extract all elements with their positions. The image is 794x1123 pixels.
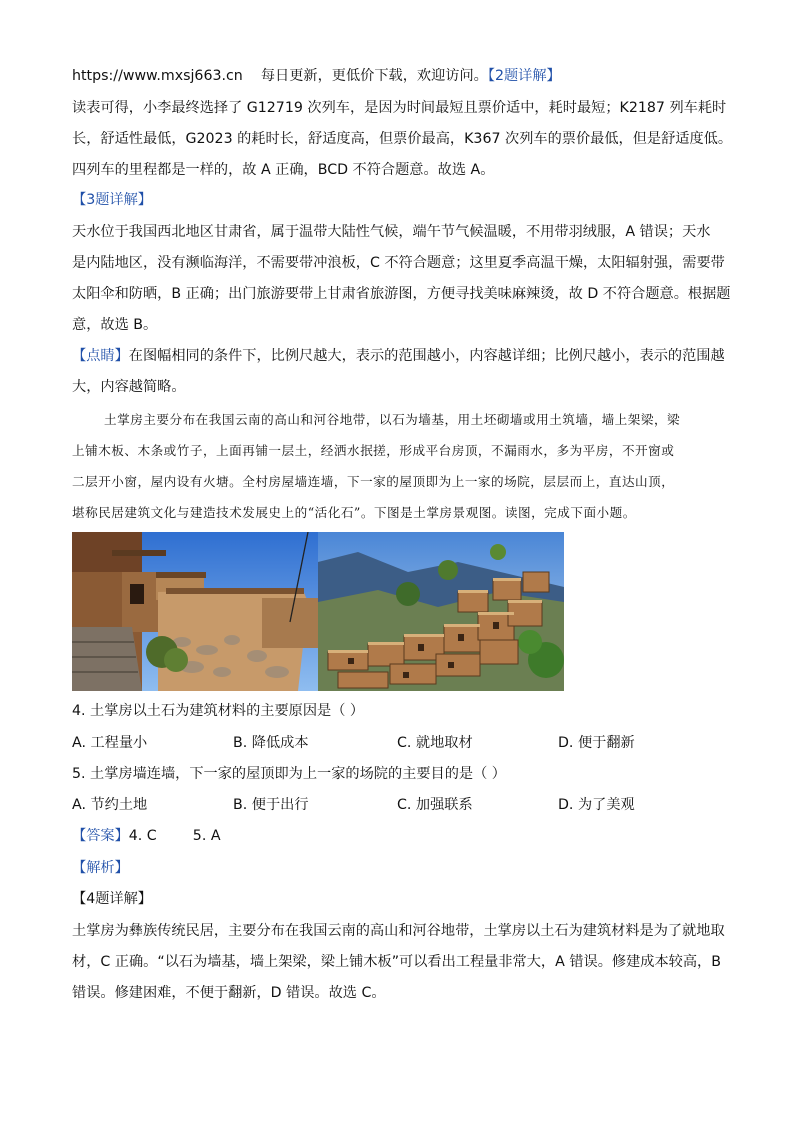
q3-explain-line: 太阳伞和防晒，B 正确；出门旅游要带上甘肃省旅游图，方便寻找美味麻辣烫，故 D 不符合题意。根据题: [72, 286, 731, 302]
passage-line: 上铺木板、木条或竹子，上面再铺一层土，经洒水抿搓，形成平台房顶，不漏雨水，多为平房，不开窗或: [72, 443, 675, 458]
q4-stem: 4. 土掌房以土石为建筑材料的主要原因是（ ）: [72, 703, 365, 719]
q5-option-b: B. 便于出行: [233, 797, 309, 813]
q4-option-c: C. 就地取材: [397, 735, 473, 751]
tip-text: 在图幅相同的条件下，比例尺越大，表示的范围越小，内容越详细；比例尺越小，表示的范围越: [128, 348, 725, 364]
q4-detail-tag: 【4题详解】: [72, 891, 152, 907]
answer-text: 4. C 5. A: [128, 828, 221, 844]
q4-explain-line: 材，C 正确。“以石为墙基，墙上架梁，梁上铺木板”可以看出工程量非常大，A 错误。修建成本较高，B: [72, 954, 721, 970]
q3-explain-line: 天水位于我国西北地区甘肃省，属于温带大陆性气候，端午节气候温暖，不用带羽绒服，A 错误；天水: [72, 224, 711, 240]
q5-option-a: A. 节约土地: [72, 797, 148, 813]
tip-line: [72, 346, 725, 366]
q4-option-b: B. 降低成本: [233, 735, 309, 751]
q3-explain-line: 是内陆地区，没有濒临海洋，不需要带冲浪板，C 不符合题意；这里夏季高温干燥，太阳辐射强，需要带: [72, 255, 725, 271]
q5-stem: 5. 土掌房墙连墙，下一家的屋顶即为上一家的场院的主要目的是（ ）: [72, 766, 506, 782]
q3-explain-line: 意，故选 B。: [72, 317, 158, 333]
q4-option-d: D. 便于翻新: [558, 735, 635, 751]
tuzhangfang-village-photo: [318, 532, 564, 691]
passage-line: 土掌房主要分布在我国云南的高山和河谷地带，以石为墙基，用土坯砌墙或用土筑墙，墙上架梁，梁: [104, 412, 681, 427]
passage-line: 二层开小窗，屋内设有火塘。全村房屋墙连墙，下一家的屋顶即为上一家的场院，层层而上，直达山顶，: [72, 474, 675, 489]
q4-option-a: A. 工程量小: [72, 735, 148, 751]
passage-line: 堪称民居建筑文化与建造技术发展史上的“活化石”。下图是土掌房景观图。读图，完成下面小题。: [72, 505, 636, 520]
q5-option-c: C. 加强联系: [397, 797, 473, 813]
q4-explain-line: 错误。修建困难，不便于翻新，D 错误。故选 C。: [72, 985, 386, 1001]
site-url[interactable]: https://www.mxsj663.cn: [72, 68, 243, 84]
q2-explain-line: 四列车的里程都是一样的，故 A 正确，BCD 不符合题意。故选 A。: [72, 162, 495, 178]
q4-explain-line: 土掌房为彝族传统民居，主要分布在我国云南的高山和河谷地带，土掌房以土石为建筑材料是为了就地取: [72, 923, 725, 939]
q5-option-d: D. 为了美观: [558, 797, 635, 813]
q2-detail-tag: 【2题详解】: [487, 68, 561, 84]
tuzhangfang-closeup-photo: [72, 532, 318, 691]
tip-tag: 【点睛】: [72, 348, 129, 364]
analysis-tag: 【解析】: [72, 860, 129, 876]
tip-line: 大，内容越简略。: [72, 379, 186, 395]
header-line: [72, 66, 561, 86]
answer-line: [72, 826, 221, 846]
q2-explain-line: 读表可得，小李最终选择了 G12719 次列车，是因为时间最短且票价适中，耗时最短；K2187 列车耗时: [72, 100, 727, 116]
site-slogan: 每日更新，更低价下载，欢迎访问。: [260, 68, 488, 84]
q3-detail-tag: 【3题详解】: [72, 192, 152, 208]
q2-explain-line: 长，舒适性最低，G2023 的耗时长，舒适度高，但票价最高，K367 次列车的票价最低，但是舒适度低。: [72, 131, 733, 147]
answer-tag: 【答案】: [72, 828, 129, 844]
